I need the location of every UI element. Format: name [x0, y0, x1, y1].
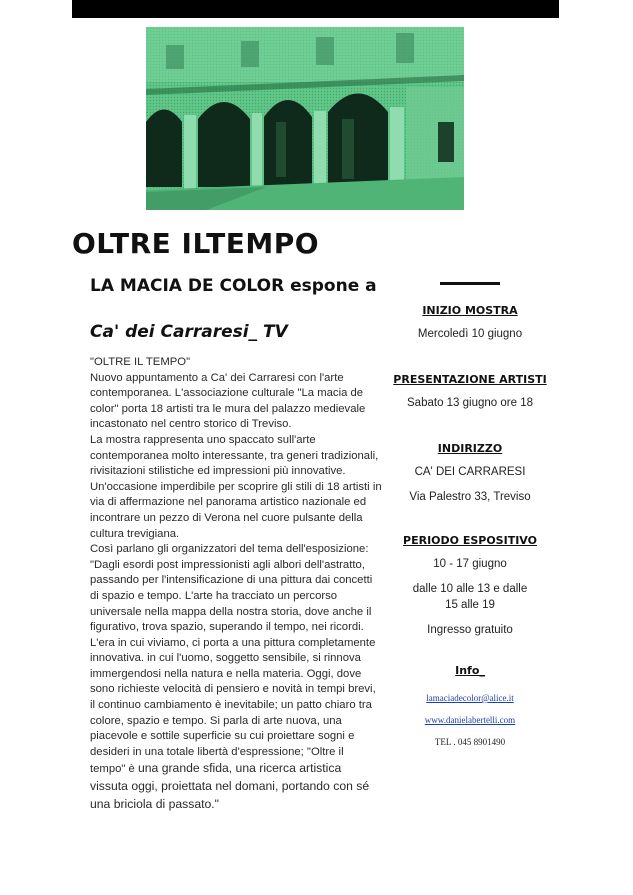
telephone-number: TEL . 045 8901490 — [434, 737, 506, 747]
body-paragraph-intro: Nuovo appuntamento a Ca' dei Carraresi con l'arte contemporanea. L'associazione culturale "La macia de color" porta 18 artisti tra le mura del palazzo medievale incastonato nel centro storico di Treviso. — [90, 371, 366, 431]
body-paragraph-title: "OLTRE IL TEMPO" — [90, 356, 191, 368]
periodo-dates: 10 - 17 giugno — [433, 558, 507, 570]
body-paragraph-quote — [90, 542, 382, 813]
sidebar-divider — [440, 282, 500, 285]
presentazione-date: Sabato 13 giugno ore 18 — [407, 397, 533, 409]
periodo-hours: dalle 10 alle 13 e dalle 15 alle 19 — [412, 583, 528, 611]
info-sidebar — [393, 282, 547, 747]
section-indirizzo — [400, 442, 540, 505]
page-title: OLTRE ILTEMPO — [72, 227, 320, 260]
periodo-heading: PERIODO ESPOSITIVO — [403, 534, 537, 547]
indirizzo-street: Via Palestro 33, Treviso — [409, 491, 531, 503]
section-inizio-mostra — [400, 304, 540, 342]
inizio-mostra-heading: INIZIO MOSTRA — [422, 304, 518, 317]
indirizzo-heading: INDIRIZZO — [437, 442, 503, 455]
inizio-mostra-date: Mercoledì 10 giugno — [417, 328, 523, 340]
body-paragraph-description: La mostra rappresenta uno spaccato sull'arte contemporanea molto interessante, tra generi tradizionali, rivisitazioni stilistiche ed impressioni più innovative. — [90, 433, 379, 478]
article-body — [90, 355, 382, 813]
exhibition-subtitle: LA MACIA DE COLOR espone a — [90, 276, 377, 296]
website-link[interactable]: www.danielabertelli.com — [424, 715, 516, 725]
section-contacts — [400, 664, 540, 747]
presentazione-heading: PRESENTAZIONE ARTISTI — [393, 373, 547, 386]
body-paragraph-opportunity: Un'occasione imperdibile per scoprire gli stili di 18 artisti in via di affermazione nel panorama artistico nazionale ed incontrare un pezzo di Verona nel cuore pulsante della cultura trevigiana. — [90, 480, 382, 540]
indirizzo-name: CA' DEI CARRARESI — [414, 466, 526, 478]
quote-text: Così parlano gli organizzatori del tema dell'esposizione: "Dagli esordi post impressionisti agli albori dell'astratto, passando per l'intensificazione di una pittura dai concetti di spazio e tempo. L'arte ha tracciato un percorso universale nella mappa della nostra storia, dove anche il figurativo, trova spazio, superando il tempo, nei ricordi. L'era in cui viviamo, ci porta a una pittura completamente innovativa. in cui l'uomo, soggetto sensibile, si rinnova immergendosi nella natura e nella materia. Oggi, dove sono richieste velocità di pensiero e novità in tempi brevi, il continuo cambiamento è inevitabile; un patto chiaro tra colore, spazio e tempo. Si parla di arte nuova, una piacevole e sottile superficie su cui proiettare sogni e desideri in una totale libertà d'espressione; "Oltre il tempo" è — [90, 543, 376, 776]
building-photo — [146, 27, 464, 210]
top-black-bar — [72, 0, 559, 18]
contacts-heading: Info_ — [455, 664, 485, 677]
building-arches-illustration — [146, 27, 464, 210]
section-periodo — [400, 534, 540, 638]
email-link[interactable]: lamaciadecolor@alice.it — [426, 693, 514, 703]
periodo-entry: Ingresso gratuito — [427, 624, 513, 636]
venue-name: Ca' dei Carraresi_ TV — [90, 322, 288, 342]
quote-text-end: una grande sfida, una ricerca artistica vissuta oggi, proiettata nel domani, portando con sé una briciola di passato." — [90, 761, 370, 811]
section-presentazione — [393, 373, 547, 411]
